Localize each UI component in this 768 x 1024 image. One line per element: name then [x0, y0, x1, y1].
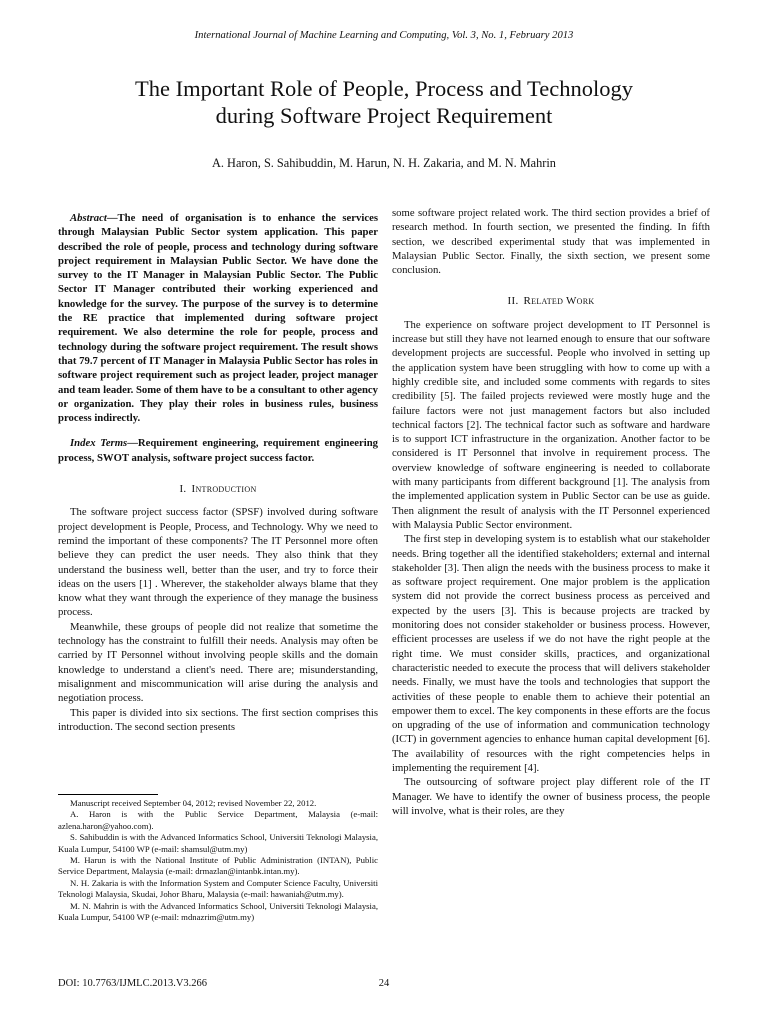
section-heading-related-work — [392, 294, 710, 308]
section-title: Introduction — [191, 483, 257, 496]
paragraph: This paper is divided into six sections. The first section comprises this introduction. The second section presents — [58, 706, 378, 733]
section-title: Related Work — [523, 295, 595, 308]
paper-title — [60, 75, 708, 129]
right-column — [392, 206, 710, 818]
paragraph: The first step in developing system is to establish what our stakeholder needs. Bring together all the identified stakeholders; external and internal stakeholder [3]. Then align the needs with the business process to make it as software project requirement. One major problem is the application system did not provide the correct business process as perceived and expected by the users [3]. This is because projects are tracked by monitoring does not consider stakeholder or business process. However, efficient processes are useless if we do not have the right people at the right time. We must consider skills, practices, and organizational characteristic needed to execute the process that will delivers stakeholder needs. Finally, we must have the tools and technologies that support the activities of these people to enable them to achieve their potential an empower them to excel. The key components in these efforts are the focus on upgrading of the use of information and communication technology (ICT) in government agencies to enhance human capital development [6]. The availability of resources with the right competencies helps in implementing the requirement [4]. — [392, 533, 710, 774]
abstract — [58, 211, 378, 425]
left-column — [58, 211, 378, 734]
footnote: N. H. Zakaria is with the Information System and Computer Science Faculty, Universiti Teknologi Malaysia, Skudai, Johor Bharu, Malaysia (e-mail: hawaniah@utm.my). — [58, 877, 378, 900]
footnote: S. Sahibuddin is with the Advanced Informatics School, Universiti Teknologi Malaysia, Kuala Lumpur, 54100 WP (e-mail: shamsul@utm.my) — [58, 832, 378, 854]
footnote: A. Haron is with the Public Service Department, Malaysia (e-mail: azlena.haron@yahoo.com). — [58, 809, 378, 831]
section-number: I. — [179, 483, 187, 496]
paragraph: The outsourcing of software project play different role of the IT Manager. We have to identify the owner of business process, the people will involve, what is their roles, are they — [392, 776, 710, 817]
page-number: 24 — [378, 978, 390, 989]
index-terms-text: —Requirement engineering, requirement engineering process, SWOT analysis, software project success factor. — [58, 437, 378, 464]
abstract-text: —The need of organisation is to enhance the services through Malaysian Public Sector system application. This paper described the role of people, process and technology during software project requirement in Malaysian Public Sector. We have done the survey to the IT Manager in Malaysian Public Sector. The Public Sector IT Manager contributed their working experienced and knowledge for the survey. The purpose of the survey is to determine the RE practice that implemented during software project requirement. We also determine the role for people, process and technology during the software project requirement. The result shows that 79.7 percent of IT Manager in Malaysia Public Sector has roles in software project requirement such as project leader, project manager and team leader. Some of them have to be a consultant to other agency or organization. They play their roles in business rules, business process indirectly. — [58, 212, 379, 425]
footnotes — [58, 798, 378, 923]
doi: DOI: 10.7763/IJMLC.2013.V3.266 — [58, 978, 208, 989]
index-terms-label: Index Terms — [70, 437, 128, 450]
paragraph: The experience on software project development to IT Personnel is increase but still they have not learned enough to ensure that our software development projects are successful. People who involved in setting up the application system have been struggling with how to come up with a highly credible site, and included some comments with regards to sites credibility [5]. The failed projects reviewed were mostly huge and the failure factors were not just management factors but also included technical factors [2]. The technical factor such as software and hardware is to support ICT infrastructure in the organization. Another factor to be considered is IT Personnel that involve in requirement process. The overview knowledge of software engineering is needed to collaborate with many participants from different background [1]. The analysis from the implemented application system in Public Sector can be use as guide. Then alignment the result of analysis with the IT Personnel experienced with Malaysia Public Sector environment. — [392, 318, 710, 531]
footnote-rule — [58, 794, 158, 795]
abstract-label: Abstract — [70, 212, 107, 224]
section-number: II. — [507, 295, 519, 308]
section-heading-introduction — [58, 482, 378, 496]
journal-header: International Journal of Machine Learning and Computing, Vol. 3, No. 1, February 2013 — [194, 30, 574, 41]
title-line-2: during Software Project Requirement — [215, 103, 553, 128]
footnote: M. N. Mahrin is with the Advanced Informatics School, Universiti Teknologi Malaysia, Kuala Lumpur, 54100 WP (e-mail: mdnazrim@utm.my) — [58, 900, 378, 923]
title-line-1: The Important Role of People, Process and Technology — [135, 76, 633, 101]
paragraph: The software project success factor (SPSF) involved during software project development is People, Process, and Technology. Why we need to remind the important of these components? The IT Personnel more often believe they can predict the user needs. They also think that they understand the business well, better than the user, and try to force their ideas on the users [1] . Wherever, the stakeholder always blame that they know what they want through the experience of they manage the business process. — [58, 506, 378, 619]
author-list: A. Haron, S. Sahibuddin, M. Harun, N. H. Zakaria, and M. N. Mahrin — [212, 156, 556, 170]
footnote: M. Harun is with the National Institute of Public Administration (INTAN), Public Service Department, Malaysia (e-mail: drmazlan@intanbk.intan.my). — [58, 855, 378, 877]
footnote: Manuscript received September 04, 2012; revised November 22, 2012. — [70, 798, 317, 808]
paragraph: Meanwhile, these groups of people did not realize that sometime the technology has the constraint to fulfill their needs. Analysis may often be carried by IT Personnel without involving people skills and the domain knowledge to understand a client's need. There are; misunderstanding, misalignment and miscommunication will arise during the analysis and negotiation process. — [58, 620, 378, 705]
paragraph: some software project related work. The third section provides a brief of research method. In fourth section, we presented the finding. In fifth section, we described experimental study that was implemented in Malaysian Public Sector. Finally, the sixth section, we present some conclusion. — [392, 207, 710, 277]
index-terms — [58, 436, 378, 465]
